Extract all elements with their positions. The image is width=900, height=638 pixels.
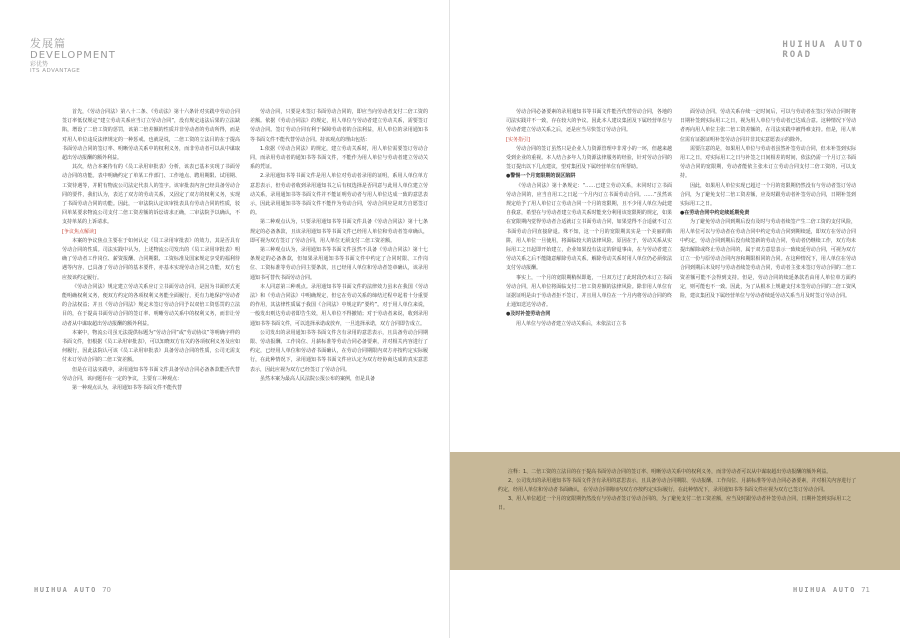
- paragraph: 用人单位与劳动者建立劳动关系后，未依法订立书: [516, 320, 627, 327]
- paragraph: 公司发出的录用通知书等书面文件含有录用的意思表示，且具备劳动合同期限、劳动报酬、工作岗位、月薪标准等劳动合同必备要素，并对相关内容进行了约定，已经用人单位和劳动者书面确认，在劳动合同期限内双方亦按约定实际履行，在此种情况下，录用通知书等书面文件应认定为双方经协商达成的真实意思表示，因此应视为双方已经签订了劳动合同。: [250, 329, 428, 373]
- notes-text: [498, 468, 858, 513]
- column-c: [506, 108, 672, 329]
- section-subtitle-en: ITS ADVANTAGE: [30, 68, 81, 74]
- section-header: [30, 38, 116, 75]
- page-number: 70: [102, 586, 112, 594]
- paragraph: 《劳动合同法》第十条规定：“……已建立劳动关系，未同时订立书面劳动合同的，应当自用工之日起一个月内订立书面劳动合同。……”虽然该规定给予了用人单位订立劳动合同一个月的宽限期，且不少用人单位为此建自我意，希望在与劳动者建立劳动关系时能充分利用该宽限期的规定，如果在宽限期内觉得劳动者合适就订立书面劳动合同，如果觉得不合适就不订立书面劳动合同直接辞退。殊不知，这一个月的宽限期其实是一个美丽的陷阱，用人单位一旦使用，将面临较大的法律风险。原因在于，劳动关系从实际用工之日起即开始建立，企业如果没有法定的辞退事由，在与劳动者建立劳动关系之后不能随意解除劳动关系。解除劳动关系时用人单位仍必须依法支付劳动报酬。: [506, 182, 672, 272]
- paragraph: 事实上，一个月的宽限期稍纵即逝，一旦双方过了此时段仍未订立书面劳动合同，用人单位将面临支付二倍工资差额的法律风险。除非用人单位有证据证明是由于劳动者拒不签订，并且用人单位在一个月内将劳动合同的终止通知送达劳动者。: [506, 274, 672, 309]
- column-b: [250, 108, 428, 384]
- paragraph: 其次，结合本案待有的《员工录用审批表》分析，该表已基本实现了书面劳动合同的功能。表中明确约定了单某工作部门、工作地点、聘用期限、试用期、工资待遇等，并附有物流公司法定代表人的签字。该审批表内容已经具备劳动合同的要件，我们认为，表达了双方的劳动关系，又固定了双方的权利义务，实现了书面劳动合同的功能。因此，一审法院认定该审批表具有劳动合同的性质，驳回单某要求物流公司支付二倍工资差额的诉讼请求正确，二审法院予以确认，不支持单某的上诉请求。: [62, 164, 240, 226]
- paragraph: 虽然本案为最高人民法院公报公布的案例，但是具备: [260, 375, 376, 382]
- paragraph: 第三种观点认为，录用通知书等书面文件虽然不具备《劳动合同法》第十七条规定的必备条款，但如果录用通知书等书面文件中约定了合同时限、工作岗位、工资标准等劳动合同主要条款，且已经用人单位和劳动者签章确认，该录用通知书可替代书面劳动合同。: [250, 247, 428, 281]
- note-item: 2、公司发出的录用通知书等书面文件含有录用的意思表示，且具备劳动合同期限、劳动报酬、工作岗位、月薪标准等劳动合同必备要素，并对相关内容进行了约定，经用人单位和劳动者书面确认，在劳动合同期间内双方亦按约定实际履行，在此种情况下，录用通知书等书面文件应视为双方已签订劳动合同。: [498, 478, 857, 493]
- bullet-heading: ●及时补签劳动合同: [506, 311, 551, 318]
- paragraph: 1.依据《劳动合同法》的规定，建立劳动关系时，用人单位需要签订劳动合同，而录用劳动者的通知书等书面文件，不能作为用人单位与劳动者建立劳动关系的凭证。: [250, 145, 428, 171]
- paragraph: 本案中，物流公司虽无法提供标题为“劳动合同”或“劳动协议”等明确字样的书面文件，但根据《员工录用审批表》，可以知晓双方有关的各项权利义务及应如何履行，因此法院认可该《员工录用审批表》具备劳动合同的性质，公司无需支付未订劳动合同的二倍工资差额。: [62, 329, 240, 364]
- section-title-cn: 发展篇: [30, 37, 66, 50]
- paragraph: 因此，如果用人单位实现已超过一个月的宽限期仍然没有与劳动者签订劳动合同，为了避免支付二倍工资差额，应及时跟劳动者补签劳动合同，日期补签到实际用工之日。: [680, 182, 856, 208]
- paragraph: 《劳动合同法》规定建立劳动关系应订立书面劳动合同，是因为书面形式更能明确权利义务，便双方约定的各项权利义务能全面履行，更有力地保护劳动者的合法权益；并且《劳动合同法》规定未签订劳动合同予以双倍工资惩罚的立法目的，在于提高书面劳动合同的签订率、明晰劳动关系中的权利义务，而非让劳动者从中谋取超出劳动报酬的额外利益。: [62, 283, 240, 327]
- paragraph: 劳动合同的签订虽然只是企业人力资源管理中非常小的一环，但越来越受到企业的重视。本人结合多年人力资源法律服务的经验，针对劳动合同的签订提出以下几点建议，望对集团及下属经营单位有所帮助。: [506, 145, 672, 171]
- bullet-heading: ●警惕一个月宽限期的误区陷阱: [506, 173, 576, 180]
- bullet-heading: ●在劳动合同中约定续延期免责: [680, 210, 750, 217]
- paragraph: 本人同意第三种观点。录用通知书等书面文件的法律效力虽未在我国《劳动法》和《劳动合同法》中明确规定，但它在劳动关系的缔结过程中起着十分重要的作用，其法律性质属于我国《合同法》中规定的“要约”。对于用人单位来说，一般发出则达劳动者即告生效，用人单位不得撤销；对于劳动者来说，收到录用通知书等书面文件，可以选择承诺或放弃，一旦选择承诺，双方合同即告成立。: [250, 283, 428, 327]
- section-heading: [实务指引]: [506, 136, 530, 143]
- section-title-en: DEVELOPMENT: [30, 50, 116, 61]
- page-number: 71: [861, 586, 870, 594]
- footer-logo: HUIHUA AUTO: [34, 586, 97, 594]
- footer-logo: HUIHUA AUTO: [792, 586, 856, 594]
- notes-box: [450, 452, 900, 570]
- paragraph: 2.录用通知书等书面文件是用人单位对劳动者录用的证明，系用人单位单方意思表示，但劳动者收到录用通知书之后有权选择是否同意与此用人单位建立劳动关系，录用通知书等书面文件并不能证明劳动者与用人单位达成一致的意思表示，因此录用通知书等书面文件不能作为劳动合同，劳动合同应是双方自愿签订的。: [250, 173, 428, 217]
- paragraph: 本案的争议焦点主要在于如何认定《员工录用审批表》的效力，其是否具有劳动合同的性质。司法实践中认为，上述物流公司发出的《员工录用审批表》明确了劳动者工作岗位、薪资报酬、合同期限、工资标准及国家规定享受的福利待遇等内容，已具备了劳动合同的基本要件，亦基本实现劳动合同之功能，双方也应按该约定履行。: [62, 237, 240, 281]
- paragraph: 面劳动合同，劳动关系存续一定时间后，可以与劳动者在签订劳动合同时将日期补签到实际用工之日，视为用人单位与劳动者已达成合意。这种情况下劳动者再向用人单位主张二倍工资差额的，在司法实践中被得难支持。但是，用人单位需有证据证明补签劳动合同并非其实意愿表示的除外。: [680, 109, 856, 143]
- column-d: [680, 108, 856, 301]
- footer-left: [34, 586, 111, 594]
- footer-right: [793, 586, 870, 594]
- section-subtitle-cn: 彩优势: [30, 61, 49, 68]
- note-item: 注释：1、二倍工资的立法目的在于提高书面劳动合同的签订率、明晰劳动关系中的权利义务，而非劳动者可以从中谋取超出劳动报酬的额外利益。: [508, 469, 832, 475]
- brand-line-2: ROAD: [782, 50, 813, 60]
- paragraph: 第一种观点认为，录用通知书等书面文件不能代替: [72, 385, 183, 392]
- paragraph: 需要注意的是，如果用人单位与劳动者虽然补签劳动合同，但未补签到实际用工之日，对实际用工之日与补签之日间相差的时间，依法仍需一个月订立书面劳动合同的宽限期，劳动者能依主张未订立劳动合同支付二倍工资的，可以支持。: [680, 145, 856, 180]
- paragraph: 为了避免劳动合同到期后没有及时与劳动者续签产生二倍工资的支付风险，用人单位可以与劳动者在劳动合同中约定劳动合同到期续延，即双方在劳动合同中约定，劳动合同到期后没有续签新的劳动合同，劳动者仍继续工作，双方均未提出解除或终止劳动合同的，属于双方意思表示一致续延劳动合同，可视为双方订立一份与原劳动合同内容和期限相同的合同。在这种情况下，用人单位在劳动合同到期后未及时与劳动者续签劳动合同，劳动者主张未签订劳动合同的二倍工资差额可能不会得到支持。但是，劳动合同的续延条款若由用人单位单方面约定，则可能也不一致。因此，为了从根本上规避支付未签劳动合同的二倍工资风险，建议集团及下属经营单位与劳动者续延劳动关系当月及时签订劳动合同。: [680, 219, 856, 300]
- section-heading: [争议焦点解读]: [62, 228, 96, 235]
- paragraph: 首先，《劳动合同法》第八十二条、《劳动法》第十六条针对实践中劳动合同签订率低仅规定“建立劳动关系应当订立劳动合同”，没有规定违法后果的立法缺陷，增设了二倍工资的惩罚，该第二倍差额的性质并非劳动者的劳动所得，而是对用人单位违反法律规定的一种惩戒。也就是说，二倍工资的立法目的在于提高书面劳动合同的签订率、明晰劳动关系中的权利义务，而非劳动者可以从中谋取超出劳动报酬的额外利益。: [62, 109, 240, 162]
- paragraph: 但是在司法实践中，录用通知书等书面文件具备劳动合同必备条款能否代替劳动合同，该问题存在一定的争议，主要有三种观点：: [62, 366, 240, 382]
- brand-logo: [782, 40, 864, 60]
- paragraph: 第二种观点认为，只要录用通知书等书面文件具备《劳动合同法》第十七条规定的必备条款，且该录用通知书等书面文件已经用人单位和劳动者签章确认，即可视为双方签订了劳动合同，用人单位无须支付二倍工资差额。: [250, 219, 428, 244]
- paragraph: 劳动合同，只要是未签订书面劳动合同的，即应当向劳动者支付二倍工资的差额。依据《劳动合同法》的规定，用人单位与劳动者建立劳动关系，需要签订劳动合同。签订劳动合同有利于保障劳动者的合法利益，用人单位的录用通知书等书面文件不能代替劳动合同。持该观点的理由包括：: [250, 109, 428, 143]
- paragraph: 劳动合同必备要素的录用通知书等书面文件能否代替劳动合同，各地的司法实践并不一致，存在较大的争议。因此本人建议集团及下属经营单位与劳动者建立劳动关系之后，还是应当尽快签订劳动合同。: [506, 109, 672, 134]
- column-a: [62, 108, 240, 393]
- note-item: 3、用人单位超过一个月的宽限期仍然没有与劳动者签订劳动合同的，为了避免支付二倍工资差额，应当及时跟劳动者补签劳动合同，日期补签到实际用工之日。: [498, 496, 852, 511]
- brand-line-1: HUIHUA AUTO: [782, 40, 864, 50]
